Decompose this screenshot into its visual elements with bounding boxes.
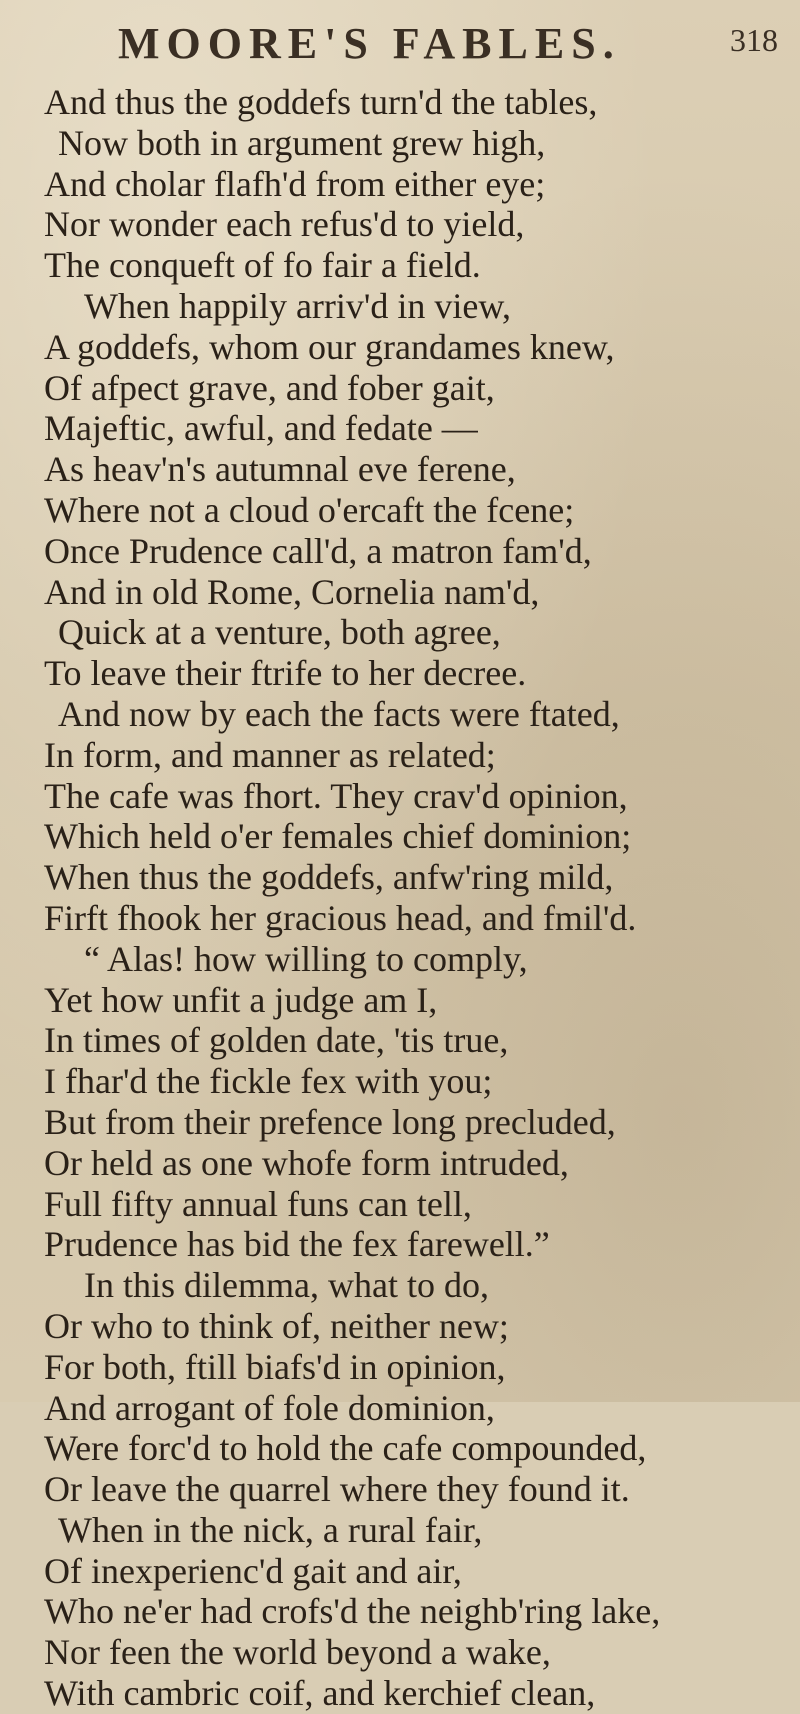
verse-line: Now both in argument grew high, <box>58 122 546 163</box>
verse-line: A goddefs, whom our grandames knew, <box>44 326 615 367</box>
verse-line: Who ne'er had crofs'd the neighb'ring lake, <box>44 1591 661 1632</box>
verse-line: Where not a cloud o'ercaft the fcene; <box>44 489 575 530</box>
verse-line: Nor feen the world beyond a wake, <box>44 1632 551 1673</box>
verse-line: As heav'n's autumnal eve ferene, <box>44 449 516 490</box>
verse-line: When thus the goddefs, anfw'ring mild, <box>44 857 614 898</box>
verse-line: “ Alas! how willing to comply, <box>84 938 528 979</box>
verse-line: And cholar flafh'd from either eye; <box>44 163 546 204</box>
verse-line: In this dilemma, what to do, <box>84 1265 489 1306</box>
verse-line: To leave their ftrife to her decree. <box>44 653 527 694</box>
verse-line: Or leave the quarrel where they found it. <box>44 1469 630 1510</box>
verse-line: And arrogant of fole dominion, <box>44 1387 495 1428</box>
verse-line: Yet how unfit a judge am I, <box>44 979 438 1020</box>
verse-text <box>38 82 778 1714</box>
verse-line: In form, and manner as related; <box>44 734 496 775</box>
verse-line: But from their prefence long precluded, <box>44 1101 616 1142</box>
verse-line: Which held o'er females chief dominion; <box>44 816 632 857</box>
verse-line: Prudence has bid the fex farewell.” <box>44 1224 550 1265</box>
verse-line: Or who to think of, neither new; <box>44 1305 509 1346</box>
verse-line: The cafe was fhort. They crav'd opinion, <box>44 775 628 816</box>
verse-line: For both, ftill biafs'd in opinion, <box>44 1346 506 1387</box>
verse-line: The conqueft of fo fair a field. <box>44 245 481 286</box>
verse-line: Or held as one whofe form intruded, <box>44 1142 569 1183</box>
verse-line: When happily arriv'd in view, <box>84 285 512 326</box>
verse-line: With cambric coif, and kerchief clean, <box>44 1673 596 1714</box>
verse-line: Of inexperienc'd gait and air, <box>44 1550 462 1591</box>
running-title: MOORE'S FABLES. <box>118 19 621 68</box>
verse-line: And thus the goddefs turn'd the tables, <box>44 82 598 122</box>
verse-line: In times of golden date, 'tis true, <box>44 1020 509 1061</box>
verse-line: Full fifty annual funs can tell, <box>44 1183 472 1224</box>
verse-line: Once Prudence call'd, a matron fam'd, <box>44 530 592 571</box>
verse-line: Of afpect grave, and fober gait, <box>44 367 495 408</box>
verse-line: When in the nick, a rural fair, <box>58 1509 483 1550</box>
verse-line: Were forc'd to hold the cafe compounded, <box>44 1428 647 1469</box>
verse-line: Nor wonder each refus'd to yield, <box>44 204 525 245</box>
verse-line: And now by each the facts were ftated, <box>58 693 620 734</box>
page-number: 318 <box>730 22 778 58</box>
verse-line: Quick at a venture, both agree, <box>58 612 501 653</box>
verse-line: I fhar'd the fickle fex with you; <box>44 1061 493 1102</box>
verse-line: Firft fhook her gracious head, and fmil'd. <box>44 897 637 938</box>
page-header <box>0 14 800 74</box>
verse-line: And in old Rome, Cornelia nam'd, <box>44 571 540 612</box>
verse-line: Majeftic, awful, and fedate — <box>44 408 478 449</box>
